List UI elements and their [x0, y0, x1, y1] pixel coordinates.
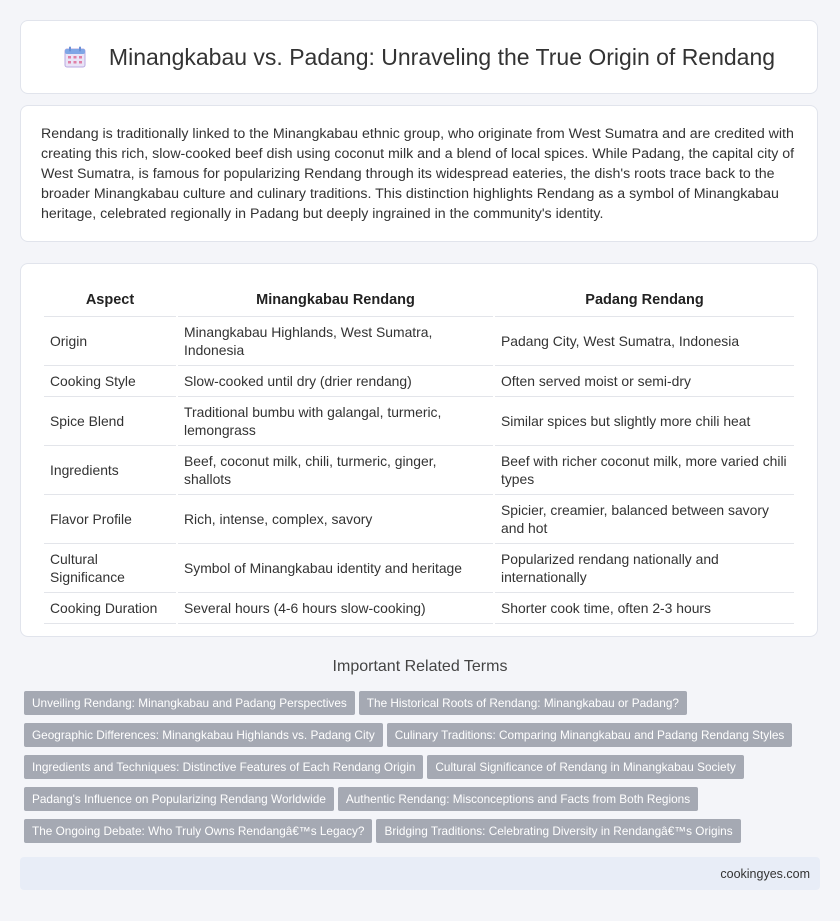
related-term-tag[interactable]: Unveiling Rendang: Minangkabau and Padang Perspectives [24, 691, 355, 715]
intro-card [20, 105, 818, 242]
related-terms-title: Important Related Terms [332, 658, 508, 675]
site-link[interactable]: cookingyes.com [720, 866, 810, 881]
column-header: Padang Rendang [495, 284, 794, 317]
table-row [44, 495, 794, 544]
related-term-tag[interactable]: Bridging Traditions: Celebrating Diversity in Rendangâ€™s Origins [376, 819, 740, 843]
minangkabau-cell: Slow-cooked until dry (drier rendang) [178, 366, 493, 397]
minangkabau-cell: Symbol of Minangkabau identity and heritage [178, 544, 493, 593]
related-term-tag[interactable]: The Ongoing Debate: Who Truly Owns Rendangâ€™s Legacy? [24, 819, 372, 843]
padang-cell: Shorter cook time, often 2-3 hours [495, 593, 794, 624]
minangkabau-cell: Rich, intense, complex, savory [178, 495, 493, 544]
aspect-cell: Origin [44, 317, 176, 366]
minangkabau-cell: Beef, coconut milk, chili, turmeric, ginger, shallots [178, 446, 493, 495]
aspect-cell: Spice Blend [44, 397, 176, 446]
footer [20, 857, 820, 890]
table-row [44, 593, 794, 624]
table-row [44, 317, 794, 366]
table-row [44, 397, 794, 446]
column-header: Minangkabau Rendang [178, 284, 493, 317]
aspect-cell: Flavor Profile [44, 495, 176, 544]
aspect-cell: Cooking Style [44, 366, 176, 397]
calendar-icon [63, 45, 87, 69]
padang-cell: Padang City, West Sumatra, Indonesia [495, 317, 794, 366]
table-row [44, 366, 794, 397]
minangkabau-cell: Minangkabau Highlands, West Sumatra, Indonesia [178, 317, 493, 366]
related-term-tag[interactable]: Culinary Traditions: Comparing Minangkabau and Padang Rendang Styles [387, 723, 793, 747]
related-term-tag[interactable]: Padang's Influence on Popularizing Rendang Worldwide [24, 787, 334, 811]
table-row [44, 544, 794, 593]
column-header: Aspect [44, 284, 176, 317]
table-row [44, 446, 794, 495]
padang-cell: Often served moist or semi-dry [495, 366, 794, 397]
padang-cell: Spicier, creamier, balanced between savory and hot [495, 495, 794, 544]
related-term-tag[interactable]: The Historical Roots of Rendang: Minangkabau or Padang? [359, 691, 687, 715]
padang-cell: Similar spices but slightly more chili heat [495, 397, 794, 446]
related-terms-list [24, 691, 820, 851]
comparison-table [42, 284, 796, 624]
related-term-tag[interactable]: Authentic Rendang: Misconceptions and Facts from Both Regions [338, 787, 698, 811]
aspect-cell: Cultural Significance [44, 544, 176, 593]
related-term-tag[interactable]: Geographic Differences: Minangkabau Highlands vs. Padang City [24, 723, 383, 747]
comparison-card [20, 263, 818, 637]
minangkabau-cell: Several hours (4-6 hours slow-cooking) [178, 593, 493, 624]
padang-cell: Beef with richer coconut milk, more varied chili types [495, 446, 794, 495]
related-term-tag[interactable]: Cultural Significance of Rendang in Minangkabau Society [427, 755, 743, 779]
padang-cell: Popularized rendang nationally and internationally [495, 544, 794, 593]
minangkabau-cell: Traditional bumbu with galangal, turmeric, lemongrass [178, 397, 493, 446]
intro-text: Rendang is traditionally linked to the Minangkabau ethnic group, who originate from West Sumatra and are credited with creating this rich, slow-cooked beef dish using coconut milk and a blend of local spices. While Padang, the capital city of West Sumatra, is famous for popularizing Rendang through its widespread eateries, the dish's roots trace back to the broader Minangkabau culture and culinary traditions. This distinction highlights Rendang as a symbol of Minangkabau heritage, celebrated regionally in Padang but deeply ingrained in the community's identity. [41, 126, 795, 222]
header-card [20, 20, 818, 94]
aspect-cell: Cooking Duration [44, 593, 176, 624]
aspect-cell: Ingredients [44, 446, 176, 495]
page-title: Minangkabau vs. Padang: Unraveling the True Origin of Rendang [108, 43, 776, 70]
related-term-tag[interactable]: Ingredients and Techniques: Distinctive Features of Each Rendang Origin [24, 755, 423, 779]
